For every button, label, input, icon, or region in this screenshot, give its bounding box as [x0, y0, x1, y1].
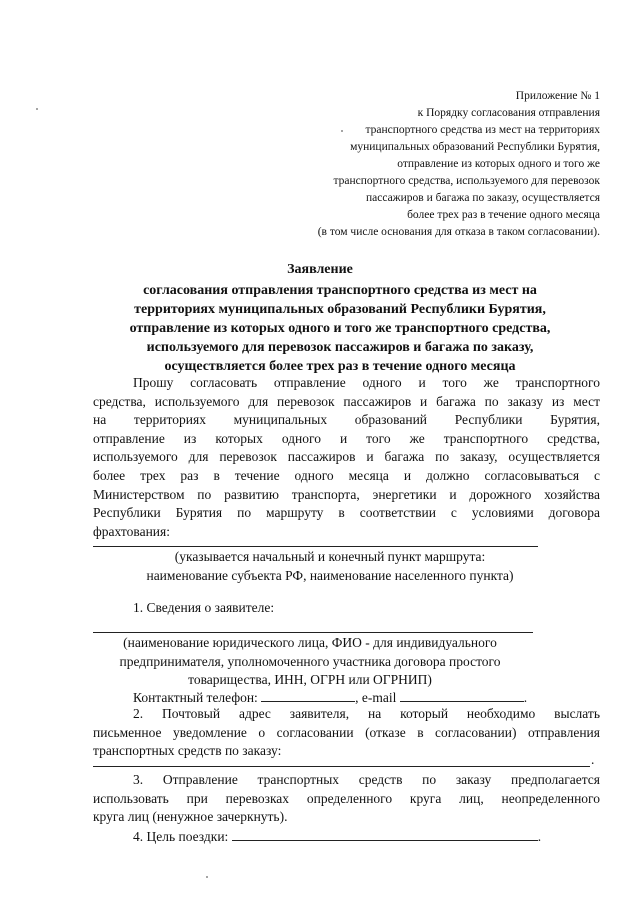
route-hint-line: (указывается начальный и конечный пункт маршрута:	[174, 549, 486, 564]
email-label: , e-mail	[355, 690, 397, 705]
document-subtitle	[110, 281, 570, 376]
subtitle-line: территориях муниципальных образований Республики Бурятия,	[134, 302, 546, 317]
contact-phone-label: Контактный телефон:	[133, 690, 258, 705]
appendix-line: (в том числе основания для отказа в таком согласовании).	[317, 226, 600, 238]
applicant-hint-line: (наименование юридического лица, ФИО - для индивидуального	[123, 635, 497, 650]
request-line: фрахтования:	[93, 523, 170, 539]
request-line: средства, используемого для перевозок пассажиров и багажа по заказу из мест	[93, 393, 600, 409]
section2-paragraph	[93, 705, 600, 761]
appendix-line: пассажиров и багажа по заказу, осуществляется	[365, 192, 600, 204]
contact-phone-field[interactable]	[261, 688, 355, 702]
subtitle-line: используемого для перевозок пассажиров и багажа по заказу,	[146, 340, 534, 355]
section2-line: 2. Почтовый адрес заявителя, на который необходимо выслать	[133, 706, 600, 721]
contact-row	[133, 688, 527, 706]
request-line: более трех раз в течение одного месяца и должно согласовываться с	[93, 467, 600, 483]
email-end: .	[523, 690, 528, 705]
request-line: используемого для перевозок пассажиров и багажа по заказу, осуществляется	[93, 449, 600, 465]
appendix-line: муниципальных образований Республики Бурятия,	[350, 141, 600, 153]
appendix-line: отправление из которых одного и того же	[397, 158, 600, 170]
postal-address-fill-line[interactable]	[93, 766, 590, 767]
scan-speck	[206, 876, 208, 878]
section2-line: письменное уведомление о согласовании (отказе в согласовании) отправления	[93, 724, 600, 740]
section4-label: 4. Цель поездки:	[133, 829, 229, 844]
section3-line: круга лиц (ненужное зачеркнуть).	[93, 809, 288, 825]
request-line: отправление из которых одного и того же транспортного средства,	[93, 430, 600, 446]
section4-row	[133, 827, 541, 845]
route-fill-line[interactable]	[93, 546, 538, 547]
trip-purpose-field[interactable]	[232, 827, 538, 841]
scan-speck	[341, 130, 343, 132]
applicant-fill-line[interactable]	[93, 632, 533, 633]
section3-line: использовать при перевозках определенного круга лиц, неопределенного	[93, 790, 600, 806]
scan-speck	[36, 108, 38, 110]
route-hint-line: наименование субъекта РФ, наименование населенного пункта)	[146, 567, 514, 583]
appendix-line: Приложение № 1	[515, 90, 600, 102]
request-paragraph	[93, 374, 600, 541]
section2-line: транспортных средств по заказу:	[93, 743, 282, 759]
applicant-hint-line: товарищества, ИНН, ОГРН или ОГРНИП)	[188, 672, 432, 688]
section1-heading: 1. Сведения о заявителе:	[133, 600, 275, 615]
email-field[interactable]	[400, 688, 524, 702]
request-line: Министерством по развитию транспорта, энергетики и дорожного хозяйства	[93, 486, 600, 502]
route-hint	[60, 548, 600, 585]
appendix-line: более трех раз в течение одного месяца	[407, 209, 600, 221]
subtitle-line: отправление из которых одного и того же транспортного средства,	[129, 321, 551, 336]
request-line: на территориях муниципальных образований Республики Бурятия,	[93, 412, 600, 428]
section3-line: 3. Отправление транспортных средств по заказу предполагается	[133, 772, 600, 787]
applicant-hint-line: предпринимателя, уполномоченного участника договора простого	[119, 653, 501, 669]
appendix-line: к Порядку согласования отправления	[417, 107, 600, 119]
appendix-line: транспортного средства, используемого для перевозок	[333, 175, 600, 187]
applicant-hint	[40, 634, 580, 690]
request-line: Прошу согласовать отправление одного и того же транспортного	[133, 375, 600, 390]
subtitle-line: осуществляется более трех раз в течение одного месяца	[164, 359, 516, 374]
section4-end: .	[537, 829, 542, 844]
document-title: Заявление	[287, 262, 353, 277]
section2-end: .	[591, 752, 595, 767]
appendix-line: транспортного средства из мест на территориях	[365, 124, 600, 136]
section3-paragraph	[93, 771, 600, 827]
appendix-header	[270, 88, 600, 241]
request-line: Республики Бурятия по маршруту в соответствии с условиями договора	[93, 505, 600, 521]
subtitle-line: согласования отправления транспортного средства из мест на	[143, 283, 537, 298]
